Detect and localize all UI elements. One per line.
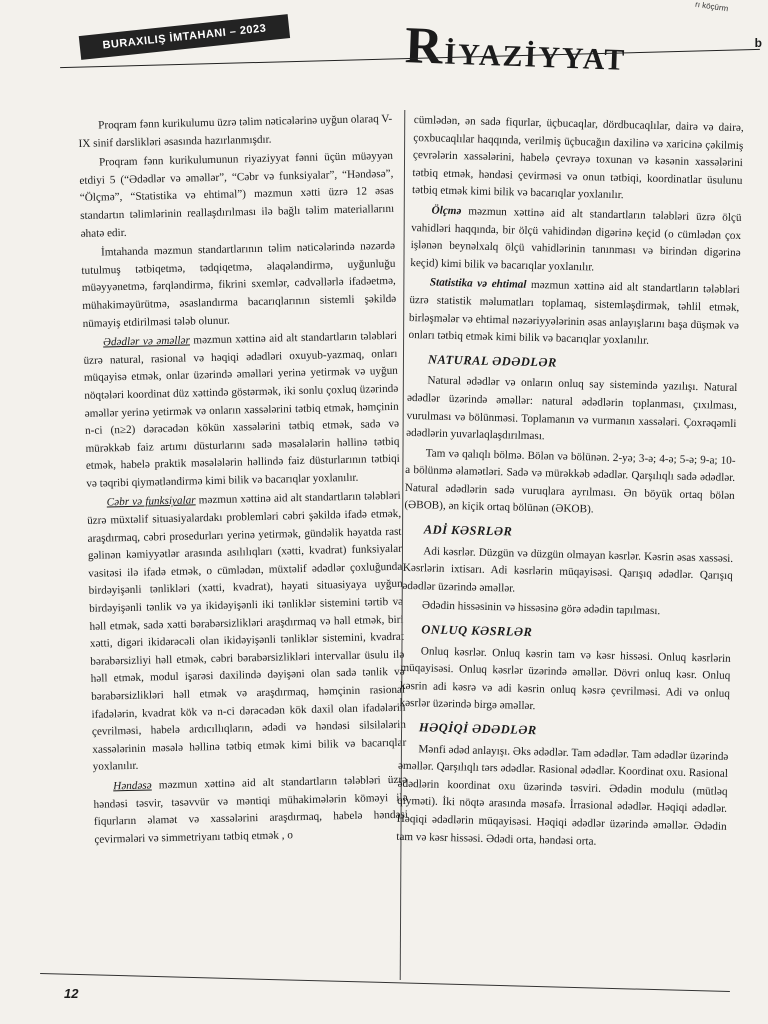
paragraph bbox=[78, 111, 393, 153]
paragraph-text: Proqram fənn kurikulumu üzrə təlim nəticələrinə uyğun olaraq V-IX sinif dərslikləri əsasında hazırlanmışdır. bbox=[78, 112, 393, 150]
paragraph bbox=[93, 772, 409, 849]
content-line-heading: Ölçmə bbox=[431, 204, 462, 218]
paragraph-text: Tam və qalıqlı bölmə. Bölən və bölünən. 2-yə; 3-ə; 4-ə; 5-ə; 9-a; 10-a bölünmə əlamətləri. Sadə və mürəkkəb ədədlər. Qarşılıqlı sadə ədədlər. Natural ədədlərin sadə vuruqlara ayrılması. Ən böyük ortaq bölən (ƏBOB), ən kiçik ortaq bölünən (ƏKOB). bbox=[404, 447, 736, 516]
exam-badge: BURAXILIŞ İMTAHANI – 2023 bbox=[79, 14, 290, 60]
paragraph-text: Proqram fənn kurikulumunun riyaziyyat fənni üçün müəyyən etdiyi 5 (“Ədədlər və əməllər”, “Cəbr və funksiyalar”, “Həndəsə”, “Ölçmə”, “Statistika və ehtimal”) məzmun xətti üzrə 12 əsas standartın təlimlərinin reallaşdırılması ilə bağlı təlim materiallarını əhatə edir. bbox=[79, 150, 395, 240]
paragraph bbox=[79, 148, 395, 243]
content-line-heading: Statistika və ehtimal bbox=[429, 276, 527, 292]
paragraph bbox=[83, 328, 401, 493]
section-heading: ADİ KƏSRLƏR bbox=[423, 522, 513, 539]
title-rest: İYAZİYYAT bbox=[443, 37, 627, 77]
page-number: 12 bbox=[64, 986, 79, 1001]
paragraph bbox=[404, 445, 736, 523]
content-line-heading: Cəbr və funksiyalar bbox=[106, 494, 196, 509]
section-heading: ONLUQ KƏSRLƏR bbox=[421, 622, 533, 640]
paragraph-text: məzmun xəttinə aid alt standartların tələbləri üzrə ölçü vahidləri haqqında, bir ölçü vahidindən digərinə keçid (o cümlədən çox işlənən beynəlxalq ölçü vahidlərinin tanınması və birindən digərinə keçid) kimi bilik və bacarıqlar yoxlanılır. bbox=[410, 205, 742, 274]
paragraph-text: Onluq kəsrlər. Onluq kəsrin tam və kəsr hissəsi. Onluq kəsrlərin müqayisəsi. Onluq kəsrlər üzərində əməllər. Dövri onluq kəsr. Onluq kəsrin adi kəsrə və adi kəsrin onluq kəsrə çevrilməsi. Adi və onluq kəsrlər üzərində birgə əməllər. bbox=[399, 644, 731, 713]
paragraph bbox=[406, 372, 738, 450]
paragraph bbox=[408, 274, 740, 352]
paragraph-text: məzmun xəttinə aid alt standartların tələbləri üzrə həndəsi təsvir, təsəvvür və məntiqi mühakimələrin köməyi ilə fiqurların əlamət və xassələrini araşdırmaq, habelə həndəsi çevirmələri və simmetriyanı tətbiq etmək , o bbox=[93, 773, 409, 846]
paragraph bbox=[410, 202, 742, 280]
section-heading: NATURAL ƏDƏDLƏR bbox=[427, 352, 558, 370]
title-initial: R bbox=[404, 17, 446, 76]
section-heading: HƏQİQİ ƏDƏDLƏR bbox=[418, 720, 537, 738]
paragraph-text: məzmun xəttinə aid alt standartların tələbləri üzrə müxtəlif situasiyalardakı problemləri cəbri şəkildə ifadə etmək, araşdırmaq, cəbri prosedurları yerinə yetirmək, gündəlik həyatda rast gəlinən kəmiyyətlər arasında asılılıqları (xətti, kvadrat) funksiyalar vasitəsi ilə ifadə etmək, o cümlədən, müxtəlif ədədlər çoxluğunda birdəyişənli tənlikləri (xətti, kvadrat), həyati situasiyaya uyğun birdəyişənli tənlik və ya ikidəyişənli iki tənliklər sistemini tərtib və həll etmək, sadə xətti bərabərsizlikləri araşdırmaq və həll etmək, biri xətti, digəri ikidərəcəli olan ikidəyişənli tənliklər sistemini, kvadrat bərabərsizliyi həll etmək, cəbri bərabərsizlikləri intervallar üsulu ilə həll etmək, modul işarəsi daxilində dəyişəni olan sadə tənlik və bərabərsizlikləri həll etmək və araşdırmaq, həmçinin rasional ifadələrin, kvadrat kök və n-ci dərəcədən kök daxil olan ifadələrin çevrilməsi, habelə ardıcıllıqların, ədədi və həndəsi silsilələrin xassələrinin məsələ həllinə tətbiq etmək kimi bilik və bacarıqlar yoxlanılır. bbox=[87, 490, 407, 774]
paragraph bbox=[402, 543, 733, 604]
corner-fragment: rı köçürm bbox=[694, 0, 729, 14]
paragraph-text: Adi kəsrlər. Düzgün və düzgün olmayan kəsrlər. Kəsrin əsas xassəsi. Kəsrlərin ixtisarı. Adi kəsrlərin müqayisəsi. Qarışıq ədədlər. Qarışıq ədədlər üzərində əməllər. bbox=[402, 545, 734, 595]
paragraph bbox=[399, 642, 731, 720]
paragraph bbox=[396, 740, 728, 854]
left-column bbox=[78, 111, 412, 984]
paragraph-text: Mənfi ədəd anlayışı. Əks ədədlər. Tam ədədlər. Tam ədədlər üzərində əməllər. Qarşılıqlı tərs ədədlər. Rasional ədədlər. Koordinat oxu. Rasional ədədlərin koordinat oxu üzərində təsviri. Ədədin modulu (mütləq qiyməti). İki nöqtə arasında məsafə. İrrasional ədədlər. Həqiqi ədədlər. Həqiqi ədədlərin müqayisəsi. Həqiqi ədədlər üzərində əməllər. Ədədin tam və kəsr hissəsi. Ədədi orta, həndəsi orta. bbox=[396, 742, 729, 848]
paragraph-text: Natural ədədlər və onların onluq say sistemində yazılışı. Natural ədədlər üzərində əməllər: natural ədədlərin toplanması, çıxılması, vurulması və bölünməsi. Toplamanın və vurmanın xassələri. Çoxrəqəmli ədədlərin yuvarlaqlaşdırılması. bbox=[406, 374, 738, 443]
paragraph-text: məzmun xəttinə aid alt standartların tələbləri üzrə statistik məlumatları toplamaq, sistemləşdirmək, təhlil etmək, birləşmələr və ehtimal nəzəriyyələrinin əsas anlayışlarını başa düşmək və onları tətbiq etmək kimi bilik və bacarıqlar yoxlanılır. bbox=[408, 279, 740, 347]
paragraph-text: İmtahanda məzmun standartlarının təlim nəticələrində nəzərdə tutulmuş tətbiqetmə, tədqiqetmə, əlaqələndirmə, uyğunluğu müəyyənetmə, fərqləndirmə, fikrini sxemlər, cədvəllərlə ifadəetmə, mühakiməyürütmə, əsaslandırma bacarıqlarının sistemli şəkildə nümayiş etdirilməsi tələb olunur. bbox=[81, 239, 397, 330]
subject-title bbox=[404, 16, 627, 83]
content-line-heading: Ədədlər və əməllər bbox=[102, 334, 190, 349]
paragraph-text: Ədədin hissəsinin və hissəsinə görə ədədin tapılması. bbox=[421, 599, 661, 618]
paragraph bbox=[81, 238, 397, 333]
paragraph bbox=[87, 488, 407, 777]
corner-code: b bbox=[754, 36, 762, 50]
right-column bbox=[393, 112, 744, 992]
content-line-heading: Həndəsə bbox=[113, 779, 152, 793]
paragraph bbox=[412, 112, 744, 208]
paragraph-text: məzmun xəttinə aid alt standartların tələbləri üzrə natural, rasional və həqiqi ədədləri oxuyub-yazmaq, onları müqayisə etmək, onlar üzərində əməlləri yerinə yetirmək və uyğun nöqtələri koordinat düz xəttində göstərmək, iki sonlu çoxluq üzərində əməllər yerinə yetirmək və onların xassələrini tətbiq etmək, həmçinin n-ci (n≥2) dərəcədən kökün xassələrini tətbiq etmək, sadə və mürəkkəb faiz artımı düsturlarını sadə məsələlərin həllinə tətbiq etmək, habelə praktik məsələlərin həllində faiz düsturlarının tətbiqi və təqribi qiymətləndirmə kimi bilik və bacarıqlar yoxlanılır. bbox=[83, 329, 400, 490]
paragraph-text: cümlədən, ən sadə fiqurlar, üçbucaqlar, dördbucaqlılar, dairə və dairə, çoxbucaqlılar haqqında, verilmiş üçbucağın daxilinə və xaricinə çəkilmiş çevrələrin xassələrini, habelə çevrəyə toxunan və kəsənin xassələrini tətbiq etmək, həndəsi çevirməsi və onun tətbiqi, koordinatlar üsulunu tətbiq etmək kimi bilik və bacarıqlar yoxlanılır. bbox=[411, 113, 744, 202]
